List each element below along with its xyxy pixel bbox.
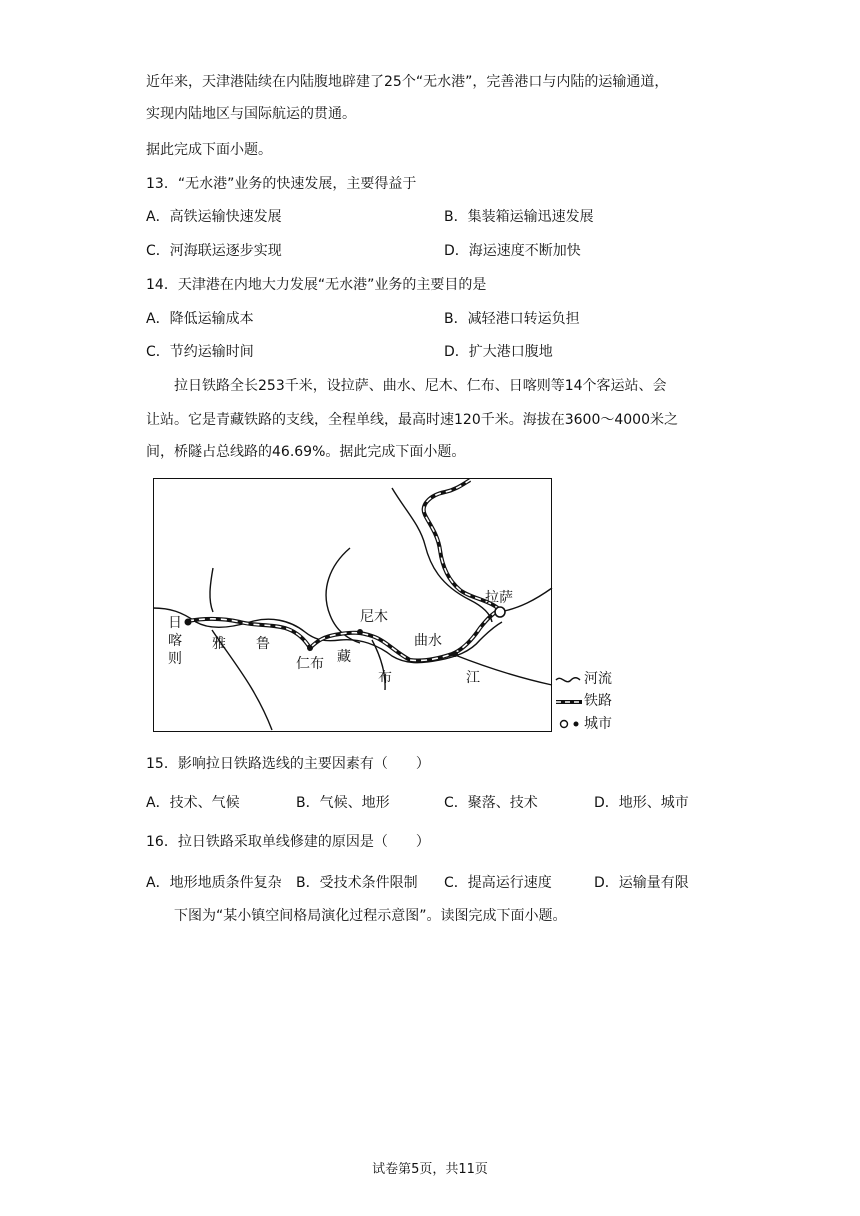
q13-stem: 13．“无水港”业务的快速发展，主要得益于 bbox=[146, 176, 417, 192]
q15-option-d: D．地形、城市 bbox=[594, 795, 689, 811]
legend-city-dot-symbol bbox=[574, 722, 579, 727]
q16-stem: 16．拉日铁路采取单线修建的原因是（ ） bbox=[146, 834, 430, 850]
passage1-line2: 实现内陆地区与国际航运的贯通。 bbox=[146, 106, 356, 122]
passage2-line2: 让站。它是青藏铁路的支线，全程单线，最高时速120千米。海拔在3600～4000米之 bbox=[146, 412, 678, 428]
legend-river-label: 河流 bbox=[584, 671, 612, 687]
q14-option-a: A．降低运输成本 bbox=[146, 311, 254, 327]
q16-option-d: D．运输量有限 bbox=[594, 875, 689, 891]
q13-option-a: A．高铁运输快速发展 bbox=[146, 209, 282, 225]
city-marker-nimu bbox=[357, 629, 363, 635]
tributary-west bbox=[210, 568, 213, 612]
map-label-lhasa: 拉萨 bbox=[485, 590, 513, 606]
river-char-1: 雅 bbox=[212, 636, 226, 652]
river-char-5: 江 bbox=[466, 670, 480, 686]
q13-option-b: B．集装箱运输迅速发展 bbox=[444, 209, 594, 225]
map-label-renbu: 仁布 bbox=[296, 656, 324, 672]
passage3-line1: 下图为“某小镇空间格局演化过程示意图”。读图完成下面小题。 bbox=[174, 908, 567, 924]
passage1-line3: 据此完成下面小题。 bbox=[146, 142, 272, 158]
passage2-line1: 拉日铁路全长253千米，设拉萨、曲水、尼木、仁布、日喀则等14个客运站、会 bbox=[174, 378, 667, 394]
q16-option-b: B．受技术条件限制 bbox=[296, 875, 418, 891]
page-footer: 试卷第5页，共11页 bbox=[372, 1162, 488, 1177]
q13-option-d: D．海运速度不断加快 bbox=[444, 243, 581, 259]
city-marker-renbu bbox=[307, 645, 313, 651]
q15-option-a: A．技术、气候 bbox=[146, 795, 240, 811]
q15-option-b: B．气候、地形 bbox=[296, 795, 390, 811]
city-marker-lhasa bbox=[495, 607, 505, 617]
q14-option-d: D．扩大港口腹地 bbox=[444, 344, 553, 360]
q16-option-a: A．地形地质条件复杂 bbox=[146, 875, 282, 891]
map-label-rikaze: 日喀则 bbox=[168, 615, 182, 667]
river-char-2: 鲁 bbox=[256, 636, 270, 652]
river-char-3: 藏 bbox=[337, 649, 351, 665]
map-label-qushui: 曲水 bbox=[414, 633, 442, 649]
legend-railway-label: 铁路 bbox=[584, 693, 612, 709]
river-char-4: 布 bbox=[378, 670, 392, 686]
city-marker-rikaze bbox=[185, 619, 192, 626]
q14-option-c: C．节约运输时间 bbox=[146, 344, 254, 360]
passage1-line1: 近年来，天津港陆续在内陆腹地辟建了25个“无水港”，完善港口与内陆的运输通道， bbox=[146, 74, 669, 90]
legend-river-symbol bbox=[556, 678, 580, 682]
q14-stem: 14．天津港在内地大力发展“无水港”业务的主要目的是 bbox=[146, 277, 487, 293]
legend-city-label: 城市 bbox=[584, 716, 612, 732]
q15-stem: 15．影响拉日铁路选线的主要因素有（ ） bbox=[146, 756, 430, 772]
q16-option-c: C．提高运行速度 bbox=[444, 875, 552, 891]
q13-option-c: C．河海联运逐步实现 bbox=[146, 243, 282, 259]
passage2-line3: 间，桥隧占总线路的46.69%。据此完成下面小题。 bbox=[146, 444, 466, 460]
city-marker-qushui bbox=[452, 651, 458, 657]
q14-option-b: B．减轻港口转运负担 bbox=[444, 311, 580, 327]
tributary-mid bbox=[326, 548, 360, 643]
legend-city-open-symbol bbox=[561, 721, 568, 728]
map-label-nimu: 尼木 bbox=[360, 609, 388, 625]
q15-option-c: C．聚落、技术 bbox=[444, 795, 538, 811]
